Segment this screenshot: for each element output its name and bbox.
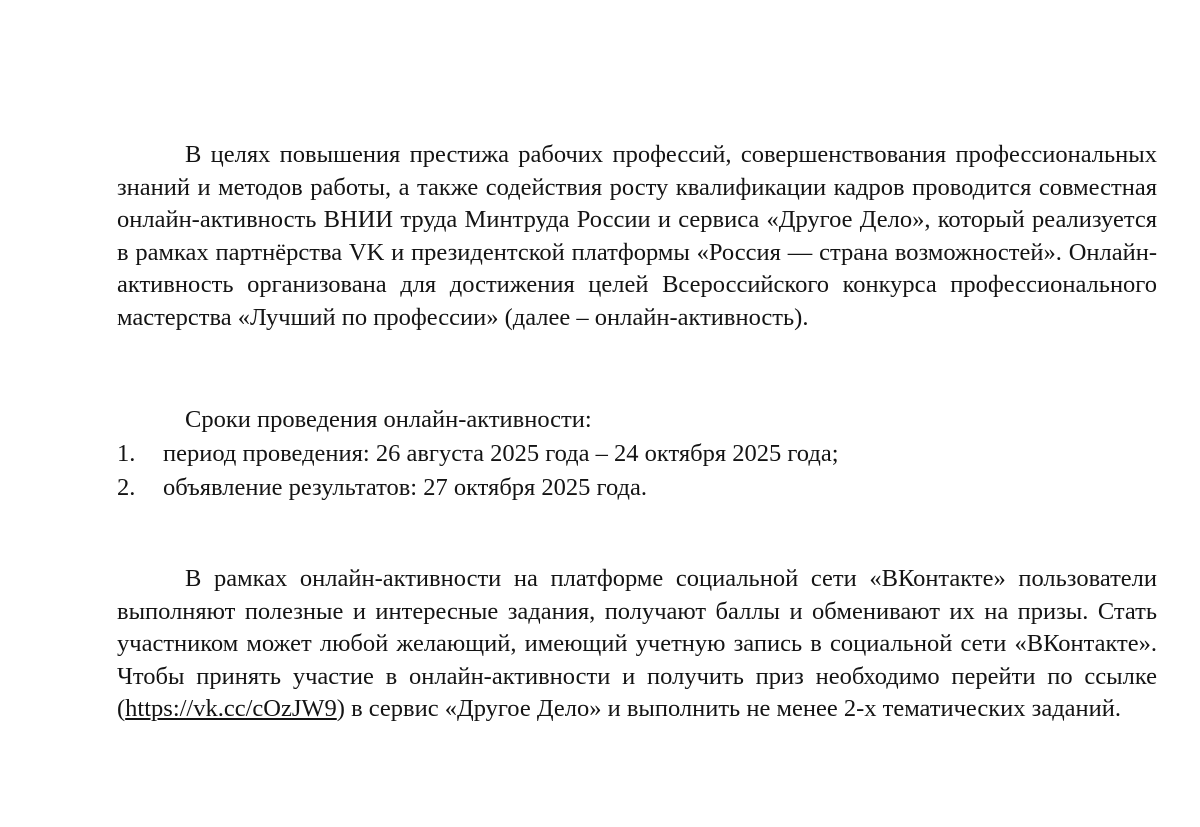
intro-paragraph: В целях повышения престижа рабочих профессий, совершенствования профессиональных знаний и методов работы, а также содействия росту квалификации кадров проводится совместная онлайн-активность ВНИИ труда Минтруда России и сервиса «Другое Дело», который реализуется в рамках партнёрства VK и президентской платформы «Россия — страна возможностей». Онлайн-активность организована для достижения целей Всероссийского конкурса профессионального мастерства «Лучший по профессии» (далее – онлайн-активность). (117, 141, 1157, 331)
list-item (117, 471, 1157, 505)
list-item (117, 437, 1157, 471)
schedule-title: Сроки проведения онлайн-активности: (185, 406, 592, 433)
participation-paragraph (117, 563, 1157, 726)
list-item-number: 1. (117, 440, 136, 467)
vk-short-link[interactable]: https://vk.cc/cOzJW9 (125, 695, 337, 722)
list-item-number: 2. (117, 474, 136, 501)
participation-text-start: В рамках онлайн-активности на платформе социальной сети «ВКонтакте» пользователи выполняют полезные и интересные задания, получают баллы и обменивают их на призы. Стать участником может любой желающий, имеющий учетную запись в социальной сети «ВКонтакте». Чтобы принять участие в онлайн-активности и получить приз необходимо перейти по ссылке ( (117, 565, 1157, 722)
participation-text-end: ) в сервис «Другое Дело» и выполнить не менее 2-х тематических заданий. (336, 695, 1122, 722)
list-item-text: объявление результатов: 27 октября 2025 года. (163, 474, 648, 501)
list-item-text: период проведения: 26 августа 2025 года – 24 октября 2025 года; (163, 440, 839, 467)
schedule-list (117, 437, 1157, 505)
